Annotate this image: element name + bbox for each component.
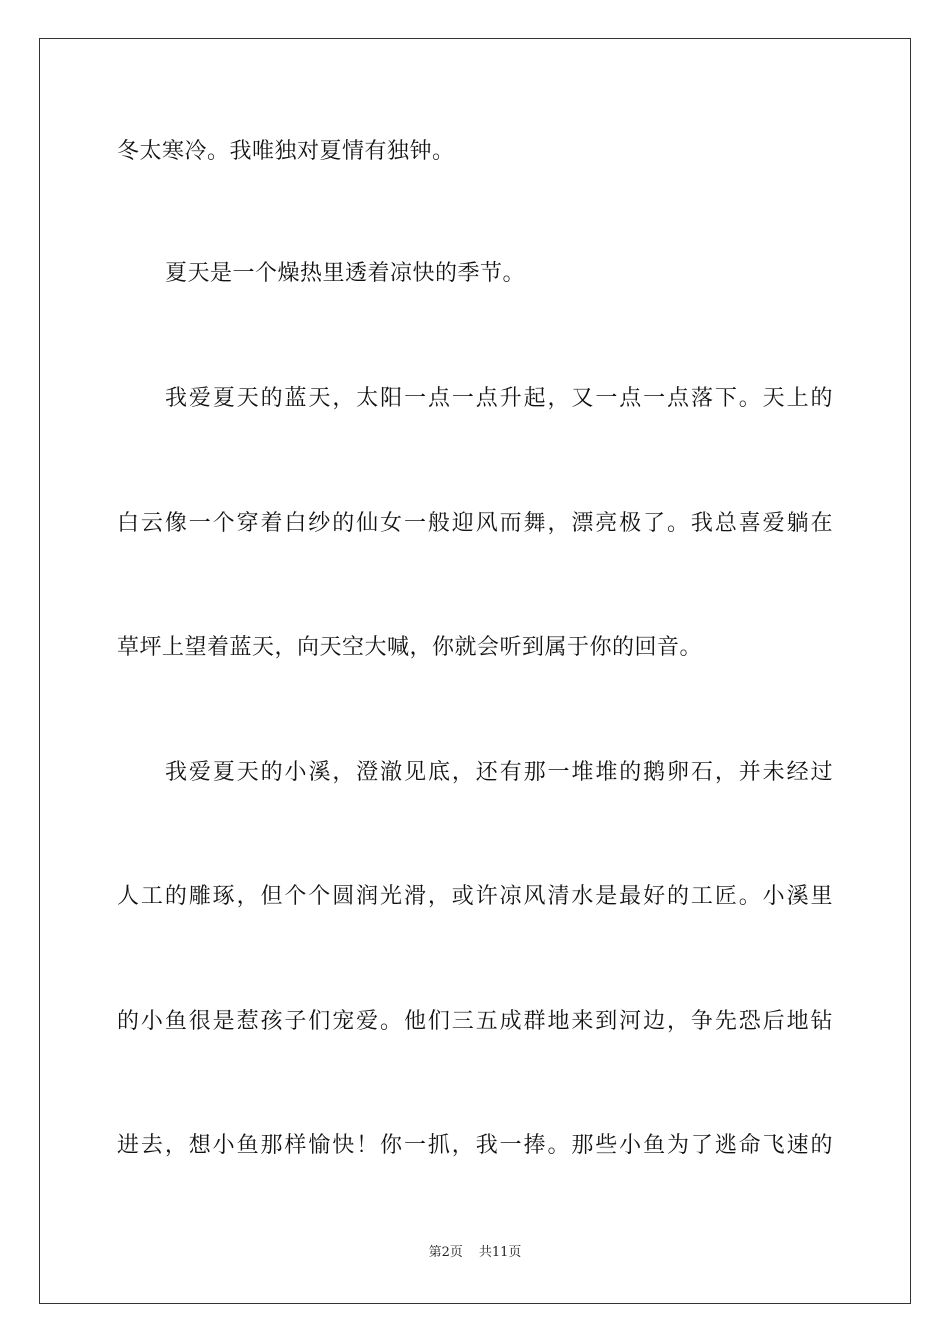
text-line-5: 草坪上望着蓝天，向天空大喊，你就会听到属于你的回音。 [117,635,703,660]
text-line-2: 夏天是一个燥热里透着凉快的季节。 [165,261,526,286]
text-line-8: 的小鱼很是惹孩子们宠爱。他们三五成群地来到河边，争先恐后地钻 [117,1009,833,1034]
text-line-9: 进去，想小鱼那样愉快！你一抓，我一捧。那些小鱼为了逃命飞速的 [117,1133,833,1158]
page-number: 第2页 [428,1245,463,1260]
text-line-1: 冬太寒冷。我唯独对夏情有独钟。 [117,139,455,164]
page-total: 共11页 [478,1245,522,1260]
text-line-6: 我爱夏天的小溪，澄澈见底，还有那一堆堆的鹅卵石，并未经过 [165,760,833,785]
text-line-7: 人工的雕琢，但个个圆润光滑，或许凉风清水是最好的工匠。小溪里 [117,884,833,909]
text-line-3: 我爱夏天的蓝天，太阳一点一点升起，又一点一点落下。天上的 [165,386,833,411]
page-footer [0,1244,950,1262]
text-line-4: 白云像一个穿着白纱的仙女一般迎风而舞，漂亮极了。我总喜爱躺在 [117,511,833,536]
page-border [39,38,911,1304]
